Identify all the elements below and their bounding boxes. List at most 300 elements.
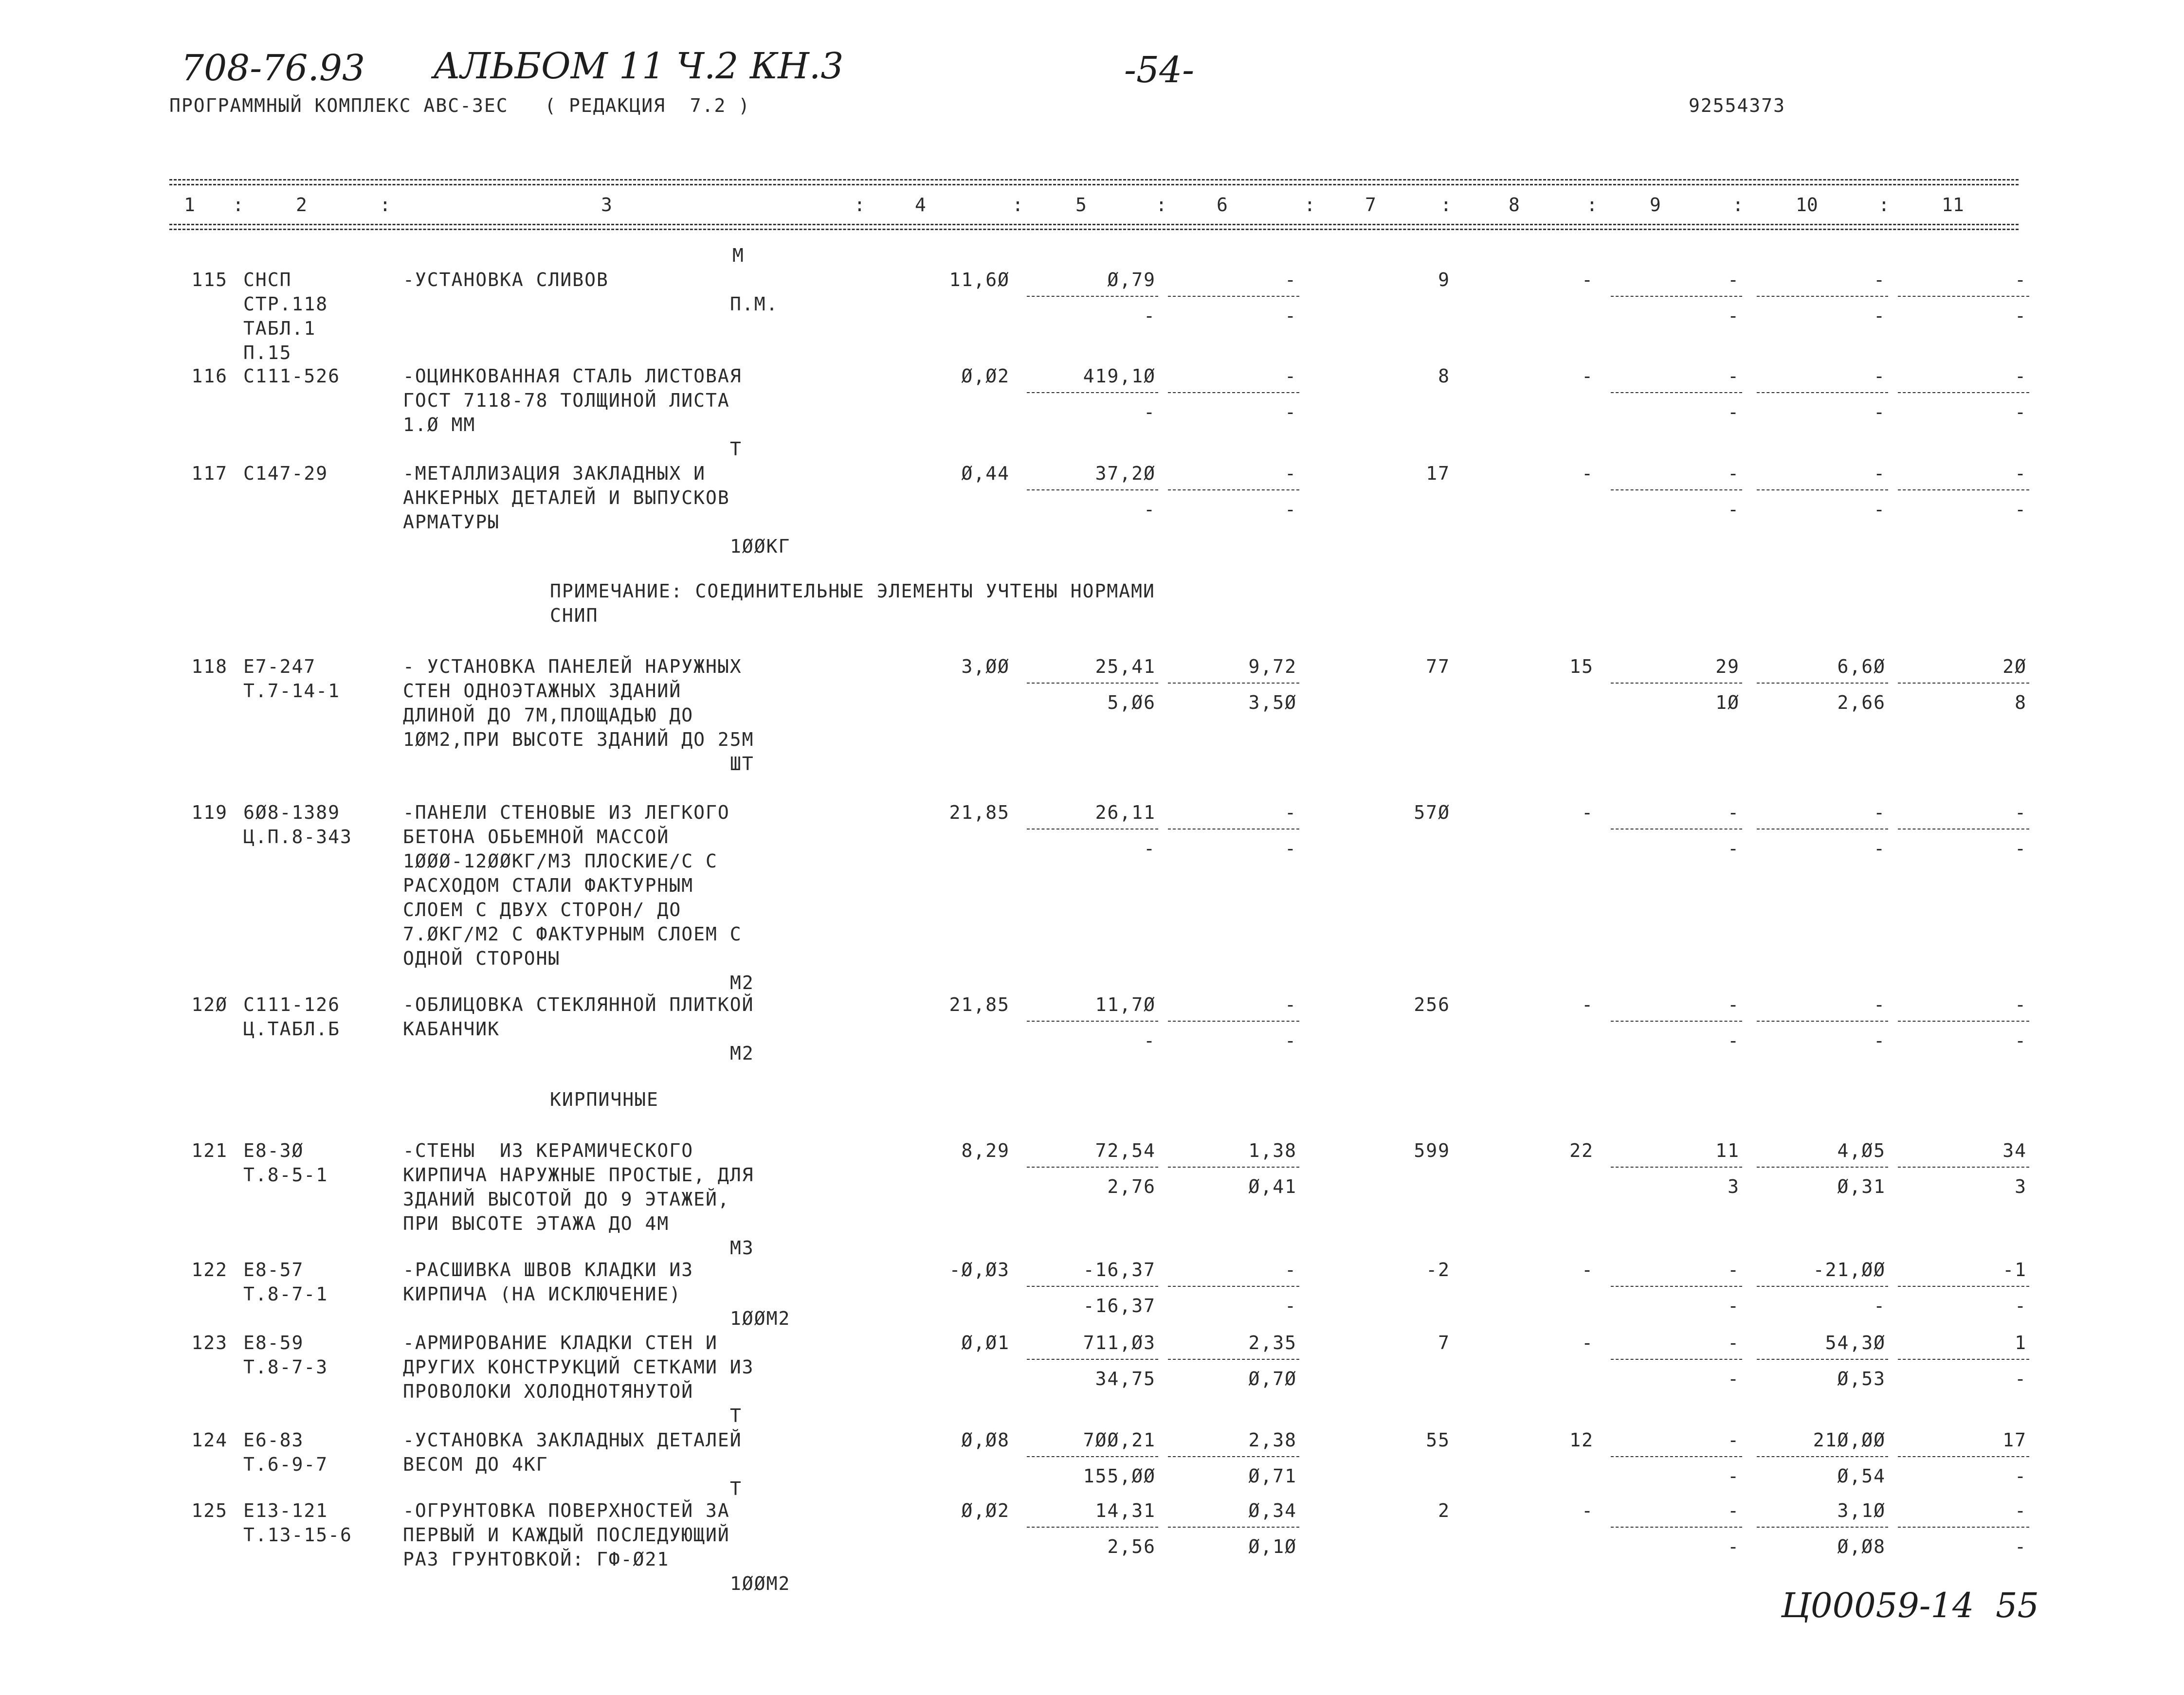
value-cell: - bbox=[1728, 1259, 1740, 1280]
column-header-11: 11 bbox=[1942, 194, 1964, 216]
cell-divider bbox=[1611, 1359, 1742, 1360]
column-separator: : bbox=[380, 194, 391, 216]
column-separator: : bbox=[1156, 194, 1167, 216]
section-heading: КИРПИЧНЫЕ bbox=[550, 1089, 659, 1110]
cell-divider bbox=[1168, 1456, 1299, 1457]
value-cell: 15 bbox=[1569, 656, 1594, 677]
column-separator: : bbox=[233, 194, 244, 216]
value-cell: - bbox=[1582, 269, 1594, 290]
page-number: -54- bbox=[1124, 49, 1195, 91]
row-number: 123 bbox=[191, 1332, 228, 1353]
column-header-3: 3 bbox=[601, 194, 612, 216]
value-cell: - bbox=[1874, 499, 1886, 520]
value-cell: - bbox=[1728, 269, 1740, 290]
row-number: 119 bbox=[191, 802, 228, 823]
quantity-cell: Ø,Ø8 bbox=[961, 1429, 1010, 1451]
work-description: РАЗ ГРУНТОВКОЙ: ГФ-Ø21 bbox=[403, 1549, 670, 1570]
header-rule-top-2 bbox=[169, 184, 2019, 185]
value-cell: 29 bbox=[1715, 656, 1740, 677]
unit-label: Т bbox=[730, 1478, 742, 1499]
column-separator: : bbox=[1586, 194, 1598, 216]
value-cell: - bbox=[1285, 365, 1297, 387]
cell-divider bbox=[1757, 1359, 1888, 1360]
cell-divider bbox=[1611, 296, 1742, 297]
value-cell: - bbox=[1874, 1295, 1886, 1316]
cell-divider bbox=[1168, 1021, 1299, 1022]
cell-divider bbox=[1611, 1167, 1742, 1168]
value-cell: 4,Ø5 bbox=[1837, 1140, 1886, 1161]
value-cell: 77 bbox=[1426, 656, 1450, 677]
value-cell: 21Ø,ØØ bbox=[1813, 1429, 1886, 1451]
value-cell: 1,38 bbox=[1248, 1140, 1297, 1161]
value-cell: - bbox=[1728, 1536, 1740, 1557]
quantity-cell: 3,ØØ bbox=[961, 656, 1010, 677]
cell-divider bbox=[1611, 683, 1742, 684]
value-cell: 57Ø bbox=[1414, 802, 1450, 823]
value-cell: 9,72 bbox=[1248, 656, 1297, 677]
cell-divider bbox=[1027, 1456, 1158, 1457]
column-separator: : bbox=[1440, 194, 1452, 216]
quantity-cell: 21,85 bbox=[949, 994, 1010, 1015]
value-cell: 37,2Ø bbox=[1095, 463, 1156, 484]
unit-label: М2 bbox=[730, 972, 754, 993]
row-number: 121 bbox=[191, 1140, 228, 1161]
value-cell: 34,75 bbox=[1095, 1368, 1156, 1389]
column-separator: : bbox=[1304, 194, 1315, 216]
value-cell: - bbox=[2015, 1536, 2027, 1557]
value-cell: 25,41 bbox=[1095, 656, 1156, 677]
value-cell: - bbox=[2015, 1500, 2027, 1521]
value-cell: - bbox=[1728, 1295, 1740, 1316]
value-cell: - bbox=[1874, 401, 1886, 423]
value-cell: - bbox=[1874, 838, 1886, 859]
value-cell: - bbox=[1285, 269, 1297, 290]
value-cell: 34 bbox=[2002, 1140, 2027, 1161]
cell-divider bbox=[1898, 1021, 2029, 1022]
row-number: 125 bbox=[191, 1500, 228, 1521]
value-cell: - bbox=[1144, 838, 1156, 859]
value-cell: 155,ØØ bbox=[1083, 1465, 1156, 1487]
cell-divider bbox=[1611, 392, 1742, 393]
work-description: -ОЦИНКОВАННАЯ СТАЛЬ ЛИСТОВАЯ bbox=[403, 365, 742, 387]
work-description: -ОГРУНТОВКА ПОВЕРХНОСТЕЙ ЗА bbox=[403, 1500, 730, 1521]
unit-label: 1ØØКГ bbox=[730, 536, 791, 557]
value-cell: - bbox=[1728, 838, 1740, 859]
unit-label: М3 bbox=[730, 1237, 754, 1259]
work-description: -АРМИРОВАНИЕ КЛАДКИ СТЕН И bbox=[403, 1332, 718, 1353]
cell-divider bbox=[1757, 489, 1888, 490]
cell-divider bbox=[1027, 392, 1158, 393]
column-header-1: 1 bbox=[184, 194, 195, 216]
value-cell: - bbox=[1285, 1295, 1297, 1316]
work-description: -СТЕНЫ ИЗ КЕРАМИЧЕСКОГО bbox=[403, 1140, 694, 1161]
work-description: КИРПИЧА (НА ИСКЛЮЧЕНИЕ) bbox=[403, 1283, 682, 1305]
cell-divider bbox=[1898, 1359, 2029, 1360]
norm-code: Е7-247 bbox=[243, 656, 316, 677]
value-cell: - bbox=[1728, 463, 1740, 484]
column-separator: : bbox=[1878, 194, 1890, 216]
norm-code: Е8-59 bbox=[243, 1332, 304, 1353]
value-cell: - bbox=[1144, 305, 1156, 326]
value-cell: - bbox=[1728, 1030, 1740, 1051]
value-cell: - bbox=[1874, 802, 1886, 823]
cell-divider bbox=[1757, 296, 1888, 297]
value-cell: - bbox=[1582, 1259, 1594, 1280]
value-cell: 5,Ø6 bbox=[1107, 692, 1156, 713]
value-cell: - bbox=[1728, 802, 1740, 823]
value-cell: - bbox=[1728, 994, 1740, 1015]
unit-label: М bbox=[732, 245, 745, 266]
value-cell: 6,6Ø bbox=[1837, 656, 1886, 677]
norm-code: СНСП bbox=[243, 269, 292, 290]
work-description: ОДНОЙ СТОРОНЫ bbox=[403, 948, 561, 969]
cell-divider bbox=[1757, 1167, 1888, 1168]
norm-code: Е13-121 bbox=[243, 1500, 328, 1521]
norm-code: Ц.ТАБЛ.Б bbox=[243, 1018, 341, 1040]
column-header-7: 7 bbox=[1365, 194, 1376, 216]
value-cell: -16,37 bbox=[1083, 1295, 1156, 1316]
value-cell: - bbox=[2015, 994, 2027, 1015]
value-cell: - bbox=[1582, 994, 1594, 1015]
value-cell: - bbox=[1874, 365, 1886, 387]
value-cell: - bbox=[2015, 1030, 2027, 1051]
work-description: КИРПИЧА НАРУЖНЫЕ ПРОСТЫЕ, ДЛЯ bbox=[403, 1164, 754, 1186]
value-cell: 3 bbox=[2015, 1176, 2027, 1197]
cell-divider bbox=[1611, 1527, 1742, 1528]
unit-label: 1ØØМ2 bbox=[730, 1573, 791, 1594]
value-cell: Ø,Ø8 bbox=[1837, 1536, 1886, 1557]
unit-label: Т bbox=[730, 1405, 742, 1426]
value-cell: - bbox=[1285, 305, 1297, 326]
row-number: 118 bbox=[191, 656, 228, 677]
norm-code: Т.13-15-6 bbox=[243, 1524, 352, 1546]
column-header-6: 6 bbox=[1217, 194, 1228, 216]
cell-divider bbox=[1898, 392, 2029, 393]
column-separator: : bbox=[1012, 194, 1023, 216]
work-description: -РАСШИВКА ШВОВ КЛАДКИ ИЗ bbox=[403, 1259, 694, 1280]
value-cell: 2,38 bbox=[1248, 1429, 1297, 1451]
doc-code: 708-76.93 bbox=[181, 47, 365, 89]
norm-code: СТР.118 bbox=[243, 293, 328, 315]
column-header-4: 4 bbox=[915, 194, 926, 216]
value-cell: 11 bbox=[1715, 1140, 1740, 1161]
value-cell: 17 bbox=[1426, 463, 1450, 484]
work-description: ПРОВОЛОКИ ХОЛОДНОТЯНУТОЙ bbox=[403, 1381, 694, 1402]
value-cell: 3,5Ø bbox=[1248, 692, 1297, 713]
value-cell: - bbox=[2015, 269, 2027, 290]
value-cell: - bbox=[1285, 401, 1297, 423]
cell-divider bbox=[1027, 1167, 1158, 1168]
cell-divider bbox=[1168, 392, 1299, 393]
norm-code: Т.7-14-1 bbox=[243, 680, 341, 702]
value-cell: - bbox=[1582, 365, 1594, 387]
value-cell: 599 bbox=[1414, 1140, 1450, 1161]
value-cell: - bbox=[1285, 1259, 1297, 1280]
column-header-8: 8 bbox=[1509, 194, 1520, 216]
value-cell: -21,ØØ bbox=[1813, 1259, 1886, 1280]
value-cell: - bbox=[1582, 463, 1594, 484]
value-cell: 8 bbox=[1438, 365, 1450, 387]
value-cell: - bbox=[1285, 994, 1297, 1015]
value-cell: - bbox=[1144, 1030, 1156, 1051]
cell-divider bbox=[1168, 296, 1299, 297]
value-cell: - bbox=[2015, 365, 2027, 387]
note-line: ПРИМЕЧАНИЕ: СОЕДИНИТЕЛЬНЫЕ ЭЛЕМЕНТЫ УЧТЕНЫ НОРМАМИ bbox=[550, 580, 1155, 602]
work-description: КАБАНЧИК bbox=[403, 1018, 500, 1040]
cell-divider bbox=[1027, 683, 1158, 684]
cell-divider bbox=[1027, 489, 1158, 490]
unit-label: М2 bbox=[730, 1043, 754, 1064]
value-cell: -2 bbox=[1426, 1259, 1450, 1280]
work-description: БЕТОНА ОБЬЕМНОЙ МАССОЙ bbox=[403, 826, 670, 848]
work-description: -ОБЛИЦОВКА СТЕКЛЯННОЙ ПЛИТКОЙ bbox=[403, 994, 754, 1015]
work-description: ЗДАНИЙ ВЫСОТОЙ ДО 9 ЭТАЖЕЙ, bbox=[403, 1189, 730, 1210]
value-cell: 14,31 bbox=[1095, 1500, 1156, 1521]
work-description: -ПАНЕЛИ СТЕНОВЫЕ ИЗ ЛЕГКОГО bbox=[403, 802, 730, 823]
value-cell: - bbox=[1144, 499, 1156, 520]
cell-divider bbox=[1611, 1021, 1742, 1022]
value-cell: - bbox=[1728, 1429, 1740, 1451]
column-separator: : bbox=[854, 194, 865, 216]
norm-code: Е8-57 bbox=[243, 1259, 304, 1280]
quantity-cell: 8,29 bbox=[961, 1140, 1010, 1161]
value-cell: - bbox=[1728, 1500, 1740, 1521]
column-separator: : bbox=[1732, 194, 1744, 216]
value-cell: 8 bbox=[2015, 692, 2027, 713]
value-cell: Ø,34 bbox=[1248, 1500, 1297, 1521]
cell-divider bbox=[1027, 1359, 1158, 1360]
cell-divider bbox=[1898, 489, 2029, 490]
row-number: 124 bbox=[191, 1429, 228, 1451]
value-cell: - bbox=[1728, 365, 1740, 387]
unit-label: 1ØØМ2 bbox=[730, 1308, 791, 1329]
value-cell: - bbox=[1728, 401, 1740, 423]
value-cell: 54,3Ø bbox=[1825, 1332, 1886, 1353]
work-description: 1.Ø ММ bbox=[403, 414, 476, 435]
norm-code: Т.8-7-3 bbox=[243, 1356, 328, 1378]
sheet-stamp: Ц00059-14 55 bbox=[1781, 1586, 2039, 1625]
value-cell: Ø,53 bbox=[1837, 1368, 1886, 1389]
work-description: -УСТАНОВКА ЗАКЛАДНЫХ ДЕТАЛЕЙ bbox=[403, 1429, 742, 1451]
value-cell: 2,35 bbox=[1248, 1332, 1297, 1353]
work-description: ГОСТ 7118-78 ТОЛЩИНОЙ ЛИСТА bbox=[403, 390, 730, 411]
value-cell: Ø,71 bbox=[1248, 1465, 1297, 1487]
work-description: СЛОЕМ С ДВУХ СТОРОН/ ДО bbox=[403, 899, 682, 920]
column-header-10: 10 bbox=[1796, 194, 1818, 216]
value-cell: Ø,1Ø bbox=[1248, 1536, 1297, 1557]
work-description: РАСХОДОМ СТАЛИ ФАКТУРНЫМ bbox=[403, 875, 694, 896]
row-number: 122 bbox=[191, 1259, 228, 1280]
value-cell: Ø,54 bbox=[1837, 1465, 1886, 1487]
value-cell: 2,76 bbox=[1107, 1176, 1156, 1197]
value-cell: 11,7Ø bbox=[1095, 994, 1156, 1015]
value-cell: 2,56 bbox=[1107, 1536, 1156, 1557]
value-cell: - bbox=[1285, 463, 1297, 484]
value-cell: 3,1Ø bbox=[1837, 1500, 1886, 1521]
value-cell: - bbox=[2015, 838, 2027, 859]
value-cell: 9 bbox=[1438, 269, 1450, 290]
norm-code: Т.6-9-7 bbox=[243, 1454, 328, 1475]
value-cell: - bbox=[1728, 1332, 1740, 1353]
value-cell: - bbox=[1285, 1030, 1297, 1051]
value-cell: - bbox=[2015, 1295, 2027, 1316]
value-cell: 72,54 bbox=[1095, 1140, 1156, 1161]
cell-divider bbox=[1027, 1286, 1158, 1287]
work-description: -УСТАНОВКА СЛИВОВ bbox=[403, 269, 609, 290]
work-description: - УСТАНОВКА ПАНЕЛЕЙ НАРУЖНЫХ bbox=[403, 656, 742, 677]
value-cell: - bbox=[2015, 1368, 2027, 1389]
cell-divider bbox=[1168, 683, 1299, 684]
cell-divider bbox=[1611, 489, 1742, 490]
value-cell: 256 bbox=[1414, 994, 1450, 1015]
cell-divider bbox=[1757, 392, 1888, 393]
cell-divider bbox=[1168, 1167, 1299, 1168]
work-description: ПРИ ВЫСОТЕ ЭТАЖА ДО 4М bbox=[403, 1213, 670, 1234]
program-caption: ПРОГРАММНЫЙ КОМПЛЕКС АВС-3ЕС ( РЕДАКЦИЯ 7.2 ) bbox=[169, 95, 751, 116]
value-cell: -1 bbox=[2002, 1259, 2027, 1280]
row-number: 117 bbox=[191, 463, 228, 484]
work-description: ПЕРВЫЙ И КАЖДЫЙ ПОСЛЕДУЮЩИЙ bbox=[403, 1524, 730, 1546]
value-cell: - bbox=[2015, 499, 2027, 520]
cell-divider bbox=[1757, 1021, 1888, 1022]
value-cell: Ø,7Ø bbox=[1248, 1368, 1297, 1389]
value-cell: 2 bbox=[1438, 1500, 1450, 1521]
cell-divider bbox=[1168, 1286, 1299, 1287]
column-header-5: 5 bbox=[1075, 194, 1087, 216]
value-cell: - bbox=[1285, 802, 1297, 823]
norm-code: П.15 bbox=[243, 342, 292, 363]
value-cell: 7ØØ,21 bbox=[1083, 1429, 1156, 1451]
work-description: 1ØМ2,ПРИ ВЫСОТЕ ЗДАНИЙ ДО 25М bbox=[403, 729, 754, 750]
cell-divider bbox=[1757, 683, 1888, 684]
value-cell: 26,11 bbox=[1095, 802, 1156, 823]
work-description: АНКЕРНЫХ ДЕТАЛЕЙ И ВЫПУСКОВ bbox=[403, 487, 730, 508]
value-cell: - bbox=[1144, 401, 1156, 423]
value-cell: - bbox=[2015, 463, 2027, 484]
header-rule-bottom bbox=[169, 224, 2019, 225]
value-cell: - bbox=[2015, 305, 2027, 326]
work-description: -МЕТАЛЛИЗАЦИЯ ЗАКЛАДНЫХ И bbox=[403, 463, 706, 484]
norm-code: Ц.П.8-343 bbox=[243, 826, 352, 848]
unit-label: ШТ bbox=[730, 753, 754, 775]
value-cell: - bbox=[1582, 1500, 1594, 1521]
value-cell: Ø,41 bbox=[1248, 1176, 1297, 1197]
header-rule-bottom-2 bbox=[169, 229, 2019, 230]
value-cell: 711,Ø3 bbox=[1083, 1332, 1156, 1353]
value-cell: 2,66 bbox=[1837, 692, 1886, 713]
cell-divider bbox=[1757, 1286, 1888, 1287]
value-cell: - bbox=[1582, 802, 1594, 823]
quantity-cell: Ø,Ø2 bbox=[961, 1500, 1010, 1521]
cell-divider bbox=[1757, 1527, 1888, 1528]
cell-divider bbox=[1168, 1527, 1299, 1528]
value-cell: Ø,79 bbox=[1107, 269, 1156, 290]
cell-divider bbox=[1027, 296, 1158, 297]
column-header-9: 9 bbox=[1650, 194, 1661, 216]
value-cell: - bbox=[1874, 463, 1886, 484]
quantity-cell: 21,85 bbox=[949, 802, 1010, 823]
cell-divider bbox=[1611, 1286, 1742, 1287]
value-cell: - bbox=[1874, 305, 1886, 326]
cell-divider bbox=[1898, 1167, 2029, 1168]
work-description: 7.ØКГ/М2 С ФАКТУРНЫМ СЛОЕМ С bbox=[403, 923, 742, 945]
album-label: АЛЬБОМ 11 Ч.2 КН.3 bbox=[433, 45, 844, 87]
quantity-cell: Ø,Ø1 bbox=[961, 1332, 1010, 1353]
value-cell: - bbox=[1728, 305, 1740, 326]
value-cell: - bbox=[2015, 1465, 2027, 1487]
cell-divider bbox=[1168, 489, 1299, 490]
doc-number: 92554373 bbox=[1689, 95, 1786, 116]
column-header-2: 2 bbox=[296, 194, 307, 216]
cell-divider bbox=[1027, 1527, 1158, 1528]
value-cell: - bbox=[1285, 499, 1297, 520]
value-cell: Ø,31 bbox=[1837, 1176, 1886, 1197]
row-number: 115 bbox=[191, 269, 228, 290]
value-cell: -16,37 bbox=[1083, 1259, 1156, 1280]
value-cell: - bbox=[1728, 499, 1740, 520]
value-cell: - bbox=[1728, 1368, 1740, 1389]
value-cell: - bbox=[2015, 401, 2027, 423]
quantity-cell: Ø,44 bbox=[961, 463, 1010, 484]
value-cell: 17 bbox=[2002, 1429, 2027, 1451]
cell-divider bbox=[1611, 1456, 1742, 1457]
unit-label: Т bbox=[730, 438, 742, 460]
value-cell: - bbox=[1728, 1465, 1740, 1487]
norm-code: С111-126 bbox=[243, 994, 341, 1015]
norm-code: Т.8-7-1 bbox=[243, 1283, 328, 1305]
quantity-cell: Ø,Ø2 bbox=[961, 365, 1010, 387]
cell-divider bbox=[1898, 1286, 2029, 1287]
value-cell: - bbox=[2015, 802, 2027, 823]
norm-code: Е6-83 bbox=[243, 1429, 304, 1451]
value-cell: - bbox=[1874, 994, 1886, 1015]
row-number: 116 bbox=[191, 365, 228, 387]
value-cell: 419,1Ø bbox=[1083, 365, 1156, 387]
work-description: ВЕСОМ ДО 4КГ bbox=[403, 1454, 548, 1475]
value-cell: 1Ø bbox=[1715, 692, 1740, 713]
value-cell: 55 bbox=[1426, 1429, 1450, 1451]
value-cell: 7 bbox=[1438, 1332, 1450, 1353]
value-cell: - bbox=[1582, 1332, 1594, 1353]
value-cell: 12 bbox=[1569, 1429, 1594, 1451]
work-description: ДРУГИХ КОНСТРУКЦИЙ СЕТКАМИ ИЗ bbox=[403, 1356, 754, 1378]
cell-divider bbox=[1898, 296, 2029, 297]
norm-code: Е8-3Ø bbox=[243, 1140, 304, 1161]
unit-label: П.М. bbox=[730, 293, 779, 315]
work-description: 1ØØØ-12ØØКГ/М3 ПЛОСКИЕ/С С bbox=[403, 850, 718, 872]
norm-code: Т.8-5-1 bbox=[243, 1164, 328, 1186]
norm-code: ТАБЛ.1 bbox=[243, 318, 316, 339]
cell-divider bbox=[1898, 1456, 2029, 1457]
norm-code: С111-526 bbox=[243, 365, 341, 387]
work-description: СТЕН ОДНОЭТАЖНЫХ ЗДАНИЙ bbox=[403, 680, 682, 702]
cell-divider bbox=[1898, 683, 2029, 684]
quantity-cell: -Ø,Ø3 bbox=[949, 1259, 1010, 1280]
value-cell: 1 bbox=[2015, 1332, 2027, 1353]
value-cell: - bbox=[1874, 1030, 1886, 1051]
cell-divider bbox=[1898, 1527, 2029, 1528]
value-cell: 2Ø bbox=[2002, 656, 2027, 677]
header-rule-top bbox=[169, 179, 2019, 180]
work-description: АРМАТУРЫ bbox=[403, 511, 500, 533]
norm-code: 6Ø8-1389 bbox=[243, 802, 341, 823]
cell-divider bbox=[1757, 1456, 1888, 1457]
value-cell: 3 bbox=[1728, 1176, 1740, 1197]
cell-divider bbox=[1027, 1021, 1158, 1022]
quantity-cell: 11,6Ø bbox=[949, 269, 1010, 290]
note-line: СНИП bbox=[550, 605, 599, 626]
value-cell: - bbox=[1285, 838, 1297, 859]
